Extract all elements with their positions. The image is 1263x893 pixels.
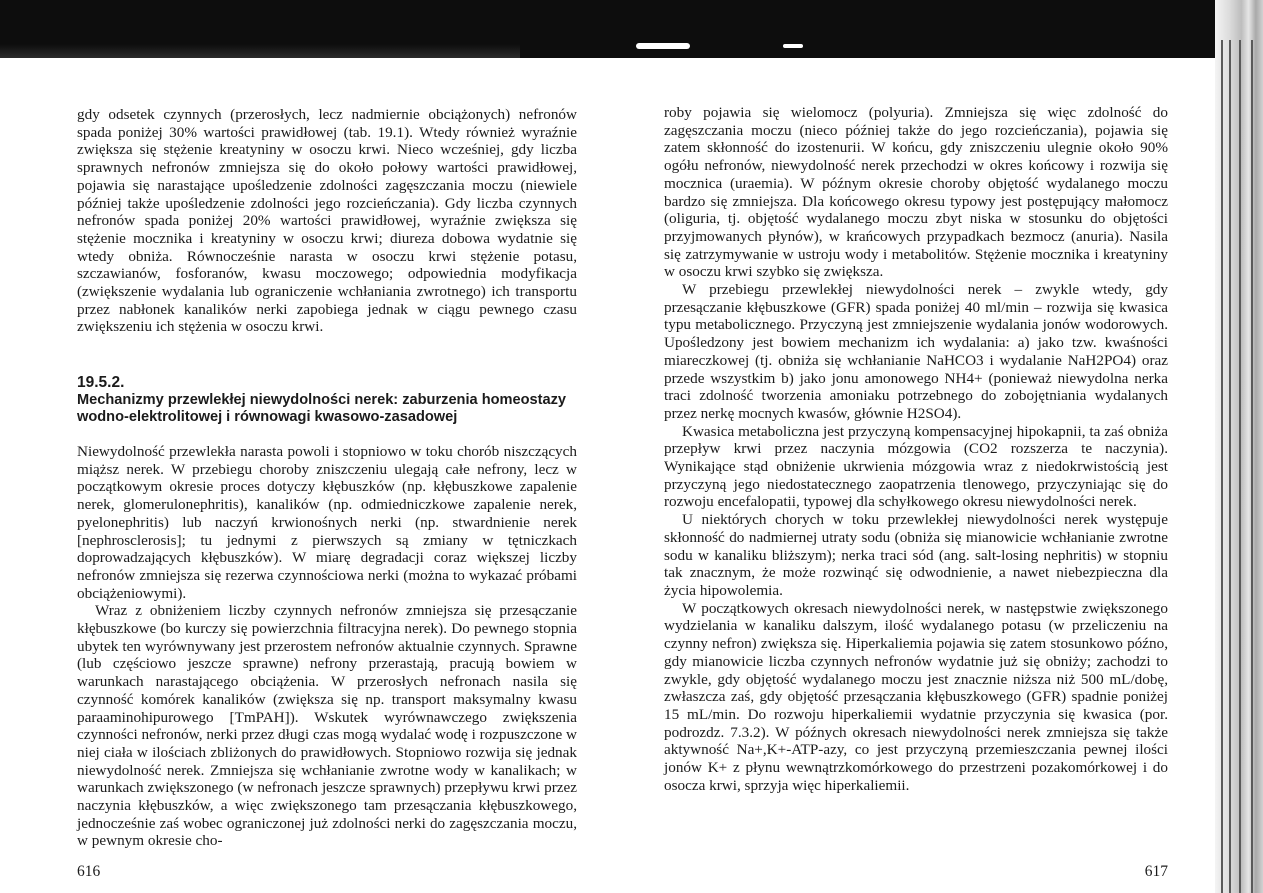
right-text-block	[664, 104, 1168, 794]
page-number-right: 617	[1144, 863, 1168, 880]
left-page	[77, 0, 577, 893]
right-page	[664, 0, 1168, 893]
left-text-block-bottom	[77, 443, 577, 850]
book-page-edges	[1215, 0, 1263, 893]
left-paragraph-2: Niewydolność przewlekła narasta powoli i stopniowo w toku chorób niszczących miąższ nerek. W przebiegu choroby zniszczeniu ulegają całe nefrony, lecz w początkowym okresie proces dotyczy kłębuszków (np. kłębuszkowe zapalenie nerek, glomerulonephritis), kanalików (np. odmiedniczkowe zapalenie nerek, pyelonephritis) lub naczyń krwionośnych nerki (np. stwardnienie nerek [nephrosclerosis]; tu jednymi z pierwszych są zmiany w tętniczkach doprowadzających kłębuszków). W miarę degradacji coraz większej liczby nefronów zmniejsza się rezerwa czynnościowa nerki (można to wykazać próbami obciążeniowymi).	[77, 443, 577, 602]
page-edge-line	[1229, 40, 1231, 893]
left-paragraph-3: Wraz z obniżeniem liczby czynnych nefronów zmniejsza się przesączanie kłębuszkowe (bo kurczy się powierzchnia filtracyjna nerek). Do pewnego stopnia ubytek ten wyrównywany jest przerostem nefronów aktualnie czynnych. Sprawne (lub częściowo jeszcze sprawne) nefrony przerastają, pracują bowiem w warunkach narastającego obciążenia. W przerosłych nefronach nasila się czynność komórek kanalików (zwiększa się np. transport maksymalny kwasu paraaminohipurowego [TmPAH]). Wskutek wyrównawczego zwiększenia czynności nefronów, nerki przez długi czas mogą wydalać wodę i rozpuszczone w niej ciała w ilościach zbliżonych do prawidłowych. Stopniowo rozwija się jednak niewydolność nerek. Zmniejsza się wchłanianie zwrotne wody w kanalikach; w warunkach zwiększonego (w nefronach jeszcze sprawnych) przepływu krwi przez naczynia kłębuszków, a więc zwiększonego tam przesączania kłębuszkowego, jednocześnie zaś wobec ograniczonej już zdolności nerki do zagęszczania moczu, w pewnym okresie cho-	[77, 602, 578, 850]
page-edge-line	[1221, 40, 1223, 893]
right-paragraph-5: W początkowych okresach niewydolności nerek, w następstwie zwiększonego wydzielania w kanaliku dalszym, ilość wydalanego potasu (w przeliczeniu na czynny nefron) zwiększa się. Hiperkaliemia pojawia się zatem stosunkowo późno, gdy mianowicie liczba czynnych nefronów wydatnie już się obniży; zachodzi to zwykle, gdy objętość wydalanego moczu jest znacznie niższa niż 500 mL/dobę, zwłaszcza zaś, gdy objętość przesączania kłębuszkowego (GFR) spadnie poniżej 15 mL/min. Do rozwoju hiperkaliemii wydatnie przyczynia się kwasica (por. podrozdz. 7.3.2). W późnych okresach niewydolności nerek zmniejsza się także aktywność Na+,K+-ATP-azy, co jest przyczyną przemieszczania pewnej ilości jonów K+ z płynu wewnątrzkomórkowego do przestrzeni pozakomórkowej i do osocza krwi, sprzyja więc hiperkaliemii.	[664, 599, 1168, 794]
right-paragraph-3: Kwasica metaboliczna jest przyczyną kompensacyjnej hipokapnii, ta zaś obniża przepływ krwi przez naczynia mózgowia (CO2 rozszerza te naczynia). Wynikające stąd obniżenie ukrwienia mózgowia wraz z niedokrwistością jest przyczyną jego niedostatecznego zaopatrzenia tlenowego, przyczyniając się do rozwoju encefalopatii, typowej dla schyłkowego okresu niewydolności nerek.	[664, 422, 1168, 511]
section-title: Mechanizmy przewlekłej niewydolności nerek: zaburzenia homeostazy wodno-elektrolitowej i równowagi kwasowo-zasadowej	[77, 392, 567, 425]
page-number-left: 616	[77, 863, 101, 880]
left-paragraph-1: gdy odsetek czynnych (przerosłych, lecz nadmiernie obciążonych) nefronów spada poniżej 30% wartości prawidłowej (tab. 19.1). Wtedy również wyraźnie zwiększa się stężenie kreatyniny w osoczu krwi. Nieco wcześniej, gdy liczba sprawnych nefronów zmniejsza się do około połowy wartości prawidłowej, pojawia się narastające upośledzenie zdolności zagęszczania moczu (niewiele później także upośledzenie zdolności jego rozcieńczania). Gdy liczba czynnych nefronów spada poniżej 20% wartości prawidłowej, wyraźnie zwiększa się stężenie mocznika i kreatyniny w osoczu krwi; diureza dobowa wydatnie się wtedy obniża. Równocześnie narasta w osoczu krwi stężenie potasu, szczawianów, fosforanów, kwasu moczowego; odpowiednia modyfikacja (zwiększenie wydalania lub ograniczenie wchłaniania zwrotnego) ich transportu przez nabłonek kanalików nerki zapobiega jednak w ciągu pewnego czasu zwiększeniu ich stężenia w osoczu krwi.	[77, 106, 577, 336]
right-paragraph-2: W przebiegu przewlekłej niewydolności nerek – zwykle wtedy, gdy przesączanie kłębuszkowe (GFR) spada poniżej 40 ml/min – rozwija się kwasica typu metabolicznego. Przyczyną jest zmniejszenie wydalania jonów wodorowych. Upośledzony jest bowiem mechanizm ich wydalania: a) jako tzw. kwaśności miareczkowej (tj. obniża się wchłanianie NaHCO3 i wydalanie NaH2PO4) oraz przede wszystkim b) jako jonu amonowego NH4+ (ponieważ niewydolna nerka traci zdolność tworzenia amoniaku potrzebnego do zobojętniania wydalanych przez nerkę mocnych kwasów, głównie H2SO4).	[664, 281, 1168, 422]
section-number: 19.5.2.	[77, 374, 125, 391]
right-paragraph-4: U niektórych chorych w toku przewlekłej niewydolności nerek występuje skłonność do nadmiernej utraty sodu (obniża się mianowicie wchłanianie zwrotne sodu w kanaliku bliższym); nerka traci sód (ang. salt-losing nephritis) w stopniu tak znacznym, że może rozwinąć się odwodnienie, a nawet niebezpieczna dla życia hipowolemia.	[664, 511, 1168, 599]
right-paragraph-1: roby pojawia się wielomocz (polyuria). Zmniejsza się więc zdolność do zagęszczania moczu (nieco później także do jego rozcieńczania), pojawia się zatem skłonność do izostenurii. W końcu, gdy zniszczeniu ulegnie około 90% ogółu nefronów, niewydolność nerek przechodzi w okres końcowy i rozwija się mocznica (uraemia). W późnym okresie choroby objętość wydalanego moczu bardzo się zmniejsza. Dla końcowego okresu typowy jest postępujący małomocz (oliguria, tj. objętość wydalanego moczu zbyt niska w stosunku do objętości przyjmowanych płynów), w krańcowych przypadkach bezmocz (anuria). Nasila się zatrzymywanie w ustroju wody i metabolitów. Stężenie mocznika i kreatyniny w osoczu krwi szybko się zwiększa.	[664, 104, 1168, 281]
page-edge-line	[1251, 40, 1253, 893]
page-edge-line	[1239, 40, 1241, 893]
section-heading	[77, 373, 577, 426]
left-text-block-top	[77, 106, 577, 336]
